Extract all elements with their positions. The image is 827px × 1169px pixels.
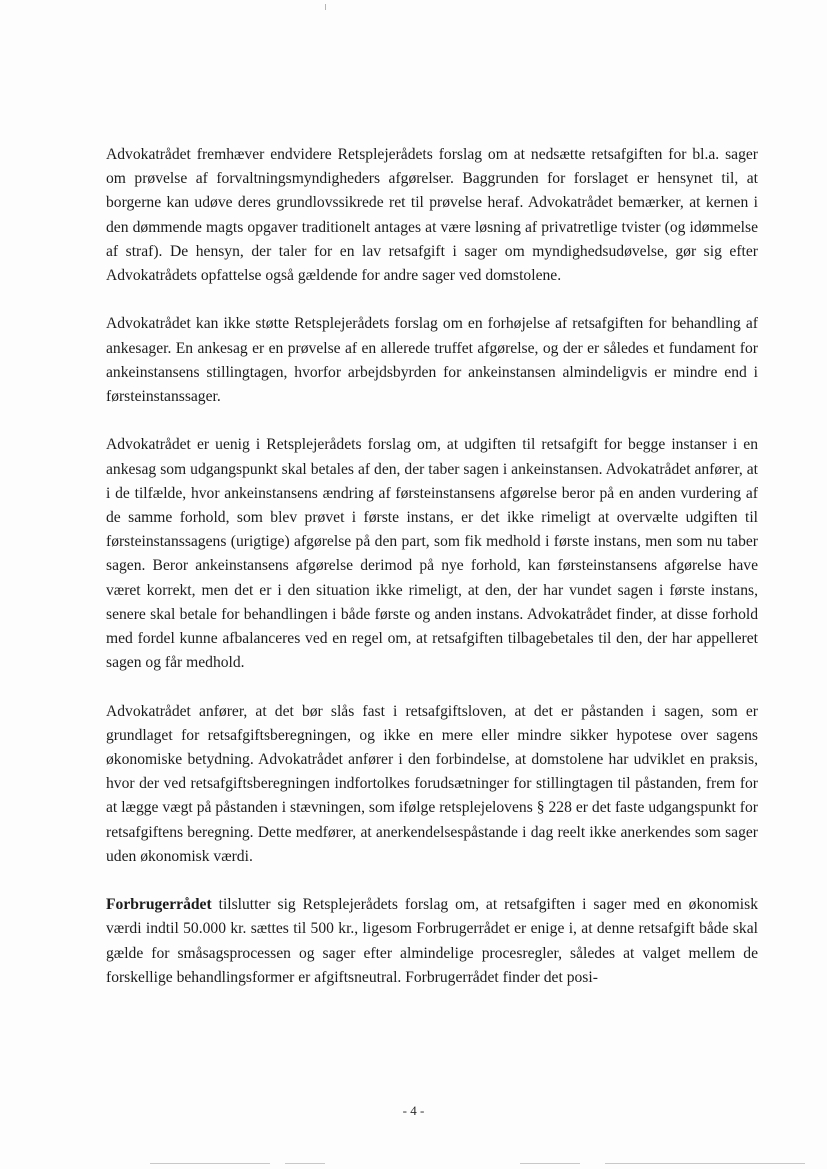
paragraph-text: Advokatrådet fremhæver endvidere Retsplejerådets forslag om at nedsætte retsafgiften for bl.a. sager om prøvelse af forvaltningsmyndigheders afgørelser. Baggrunden for forslaget er hensynet til, at borgerne kan udøve deres grundlovssikrede ret til prøvelse heraf. Advokatrådet bemærker, at kernen i den dømmende magts opgaver traditionelt antages at være løsning af privatretlige tvister (og idømmelse af straf). De hensyn, der taler for en lav retsafgift i sager om myndighedsudøvelse, gør sig efter Advokatrådets opfattelse også gældende for andre sager ved domstolene.: [106, 146, 758, 285]
paragraph-text: Advokatrådet kan ikke støtte Retsplejerådets forslag om en forhøjelse af retsafgiften for behandling af ankesager. En ankesag er en prøvelse af en allerede truffet afgørelse, og der er således et fundament for ankeinstansens stillingtagen, hvorfor arbejdsbyrden for ankeinstansen almindeligvis er mindre end i førsteinstanssager.: [106, 315, 758, 406]
paragraph-advokatraadet-2: [106, 312, 758, 409]
paragraph-text: Advokatrådet er uenig i Retsplejerådets forslag om, at udgiften til retsafgift for begge instanser i en ankesag som udgangspunkt skal betales af den, der taber sagen i ankeinstansen. Advokatrådet anfører, at i de tilfælde, hvor ankeinstansens ændring af førsteinstansens afgørelse beror på en anden vurdering af de samme forhold, som blev prøvet i første instans, er det ikke rimeligt at overvælte udgiften til førsteinstanssagens (urigtige) afgørelse på den part, som fik medhold i første instans, men som nu taber sagen. Beror ankeinstansens afgørelse derimod på nye forhold, kan førsteinstansens afgørelse have været korrekt, men det er i den situation ikke rimeligt, at den, der har vundet sagen i første instans, senere skal betale for behandlingen i både første og anden instans. Advokatrådet finder, at disse forhold med fordel kunne afbalanceres ved en regel om, at retsafgiften tilbagebetales til den, der har appelleret sagen og får medhold.: [106, 436, 758, 672]
scan-artifact-mark: [325, 4, 326, 10]
paragraph-lead-forbrugerraadet: Forbrugerrådet: [106, 896, 212, 914]
page-number: - 4 -: [402, 1103, 425, 1118]
paragraph-advokatraadet-1: [106, 143, 758, 288]
scan-artifact-rule: [150, 1163, 270, 1164]
paragraph-advokatraadet-4: [106, 700, 758, 869]
scan-artifact-rule: [285, 1163, 325, 1164]
paragraph-forbrugerraadet: [106, 893, 758, 990]
scan-artifact-rule: [520, 1163, 580, 1164]
scan-artifact-rule: [605, 1163, 805, 1164]
paragraph-text: tilslutter sig Retsplejerådets forslag om, at retsafgiften i sager med en økonomisk værdi indtil 50.000 kr. sættes til 500 kr., ligesom Forbrugerrådet er enige i, at denne retsafgift både skal gælde for småsagsprocessen og sager efter almindelige procesregler, således at valget mellem de forskellige behandlingsformer er afgiftsneutral. Forbrugerrådet finder det posi-: [106, 896, 758, 986]
paragraph-advokatraadet-3: [106, 433, 758, 675]
document-body: [106, 143, 758, 990]
paragraph-text: Advokatrådet anfører, at det bør slås fast i retsafgiftsloven, at det er påstanden i sagen, som er grundlaget for retsafgiftsberegningen, og ikke en mere eller mindre sikker hypotese over sagens økonomiske betydning. Advokatrådet anfører i den forbindelse, at domstolene har udviklet en praksis, hvor der ved retsafgiftsberegningen indfortolkes forudsætninger for stillingtagen til påstanden, frem for at lægge vægt på påstanden i stævningen, som ifølge retsplejelovens § 228 er det faste udgangspunkt for retsafgiftens beregning. Dette medfører, at anerkendelsespåstande i dag reelt ikke anerkendes som sager uden økonomisk værdi.: [106, 702, 758, 865]
